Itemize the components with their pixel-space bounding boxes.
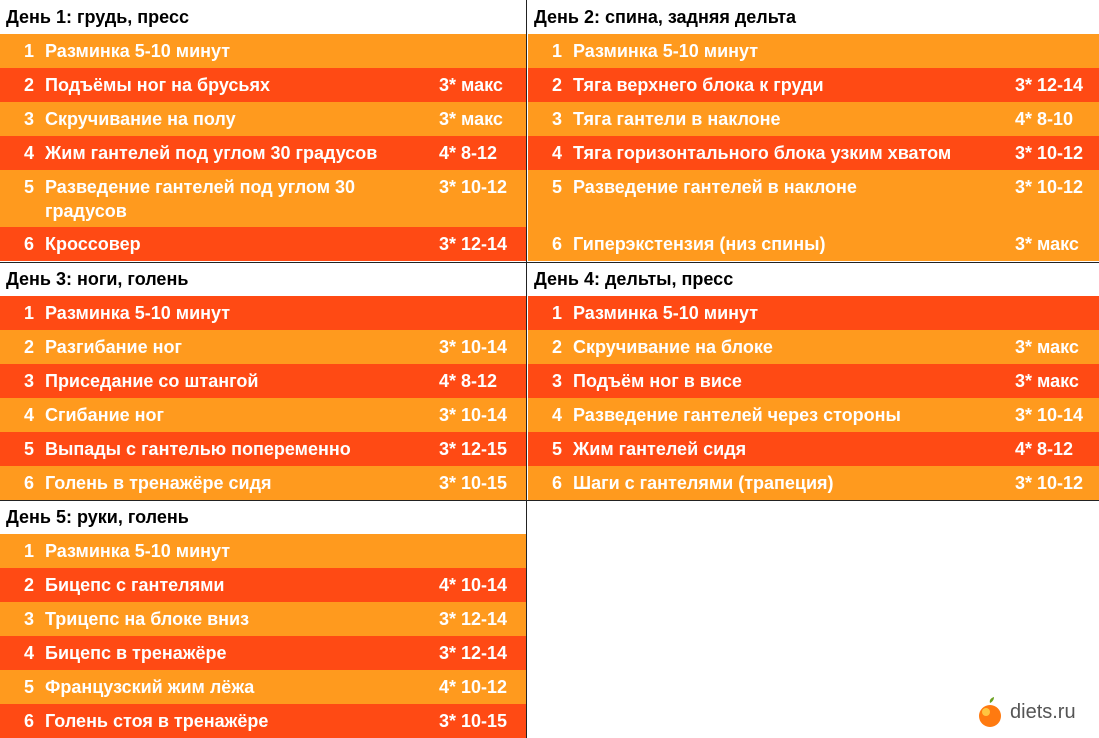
exercise-number: 3	[552, 109, 563, 129]
exercise-sets: 3* 10-12	[1015, 143, 1084, 163]
exercise-sets: 3* 10-14	[1015, 405, 1084, 425]
exercise-sets: 3* макс	[439, 109, 503, 129]
day-2-block	[528, 0, 1099, 261]
exercise-sets: 4* 10-14	[439, 575, 508, 595]
exercise-sets: 3* макс	[1015, 234, 1079, 254]
exercise-sets: 3* макс	[1015, 337, 1079, 357]
exercise-name: Разминка 5-10 минут	[45, 541, 231, 561]
exercise-sets: 3* 10-12	[439, 177, 508, 197]
exercise-number: 3	[24, 371, 35, 391]
exercise-row	[0, 398, 526, 432]
exercise-row	[528, 432, 1099, 466]
exercise-name: Тяга гантели в наклоне	[573, 109, 781, 129]
day-4-block	[528, 262, 1099, 500]
exercise-number: 5	[24, 177, 35, 197]
exercise-number: 2	[552, 337, 563, 357]
exercise-name: Выпады с гантелью попеременно	[45, 439, 351, 459]
exercise-name: Разминка 5-10 минут	[573, 303, 759, 323]
exercise-row	[528, 68, 1099, 102]
apple-icon	[976, 697, 1004, 729]
exercise-name: Приседание со штангой	[45, 371, 259, 391]
column-divider	[526, 0, 527, 500]
exercise-name: Сгибание ног	[45, 405, 165, 425]
exercise-row	[528, 364, 1099, 398]
exercise-row	[0, 534, 526, 568]
exercise-sets: 4* 8-10	[1015, 109, 1074, 129]
exercise-row	[0, 704, 526, 738]
exercise-name: Разминка 5-10 минут	[45, 41, 231, 61]
exercise-sets: 3* 12-14	[439, 643, 508, 663]
exercise-number: 1	[24, 41, 35, 61]
exercise-sets: 3* 12-14	[1015, 75, 1084, 95]
exercise-name: Жим гантелей под углом 30 градусов	[45, 143, 378, 163]
exercise-name: Тяга горизонтального блока узким хватом	[573, 143, 952, 163]
logo-text: diets.ru	[1010, 701, 1076, 723]
exercise-number: 6	[24, 473, 35, 493]
exercise-sets: 3* 10-15	[439, 711, 508, 731]
exercise-sets: 3* 10-12	[1015, 473, 1084, 493]
exercise-row	[528, 34, 1099, 68]
exercise-number: 1	[552, 41, 563, 61]
exercise-row	[528, 466, 1099, 500]
exercise-sets: 3* 12-15	[439, 439, 508, 459]
exercise-row	[528, 136, 1099, 170]
exercise-number: 3	[24, 609, 35, 629]
exercise-name: Разведение гантелей в наклоне	[573, 177, 857, 197]
exercise-name: Скручивание на полу	[45, 109, 236, 129]
exercise-sets: 4* 10-12	[439, 677, 508, 697]
exercise-number: 3	[552, 371, 563, 391]
exercise-number: 5	[552, 177, 563, 197]
exercise-sets: 4* 8-12	[439, 371, 498, 391]
exercise-number: 6	[552, 473, 563, 493]
exercise-number: 4	[24, 143, 35, 163]
exercise-row	[0, 466, 526, 500]
exercise-row	[0, 568, 526, 602]
exercise-row	[528, 102, 1099, 136]
exercise-name: Разведение гантелей под углом 30 градусов	[45, 177, 356, 221]
exercise-sets: 3* 12-14	[439, 234, 508, 254]
exercise-row	[528, 227, 1099, 261]
exercise-sets: 4* 8-12	[1015, 439, 1074, 459]
exercise-name: Голень стоя в тренажёре	[45, 711, 269, 731]
exercise-name: Французский жим лёжа	[45, 677, 255, 697]
exercise-number: 4	[552, 143, 563, 163]
day-title: День 3: ноги, голень	[6, 269, 189, 289]
exercise-name: Жим гантелей сидя	[573, 439, 747, 459]
exercise-row	[0, 102, 526, 136]
exercise-name: Бицепс с гантелями	[45, 575, 225, 595]
exercise-number: 4	[24, 643, 35, 663]
section-divider	[0, 262, 1099, 263]
exercise-name: Разминка 5-10 минут	[573, 41, 759, 61]
exercise-row	[0, 34, 526, 68]
exercise-row	[0, 330, 526, 364]
exercise-number: 6	[24, 234, 35, 254]
exercise-name: Кроссовер	[45, 234, 141, 254]
exercise-row	[0, 432, 526, 466]
day-title: День 5: руки, голень	[6, 507, 189, 527]
day-1-block	[0, 0, 526, 261]
exercise-sets: 3* 10-15	[439, 473, 508, 493]
exercise-name: Разгибание ног	[45, 337, 182, 357]
exercise-number: 2	[552, 75, 563, 95]
day-title: День 4: дельты, пресс	[534, 269, 734, 289]
exercise-number: 1	[24, 303, 35, 323]
exercise-number: 4	[552, 405, 563, 425]
exercise-row	[0, 68, 526, 102]
exercise-number: 2	[24, 75, 35, 95]
site-logo	[976, 697, 1076, 731]
exercise-row	[0, 670, 526, 704]
exercise-sets: 3* 10-12	[1015, 177, 1084, 197]
exercise-name: Бицепс в тренажёре	[45, 643, 227, 663]
exercise-row	[0, 296, 526, 330]
exercise-name: Разминка 5-10 минут	[45, 303, 231, 323]
exercise-sets: 3* 10-14	[439, 337, 508, 357]
exercise-number: 2	[24, 337, 35, 357]
exercise-sets: 3* 12-14	[439, 609, 508, 629]
exercise-name: Разведение гантелей через стороны	[573, 405, 901, 425]
exercise-row	[0, 636, 526, 670]
exercise-name: Тяга верхнего блока к груди	[573, 75, 824, 95]
exercise-number: 1	[24, 541, 35, 561]
exercise-row	[528, 398, 1099, 432]
exercise-row	[528, 296, 1099, 330]
exercise-name: Голень в тренажёре сидя	[45, 473, 272, 493]
exercise-number: 2	[24, 575, 35, 595]
exercise-sets: 3* макс	[1015, 371, 1079, 391]
exercise-row	[528, 170, 1099, 227]
exercise-row	[0, 364, 526, 398]
exercise-name: Гиперэкстензия (низ спины)	[573, 234, 826, 254]
exercise-sets: 3* 10-14	[439, 405, 508, 425]
day-5-block	[0, 500, 526, 738]
exercise-name: Шаги с гантелями (трапеция)	[573, 473, 834, 493]
exercise-number: 5	[552, 439, 563, 459]
exercise-row	[528, 330, 1099, 364]
day-title: День 2: спина, задняя дельта	[534, 7, 797, 27]
exercise-number: 6	[552, 234, 563, 254]
exercise-number: 1	[552, 303, 563, 323]
exercise-number: 6	[24, 711, 35, 731]
exercise-row	[0, 602, 526, 636]
exercise-sets: 3* макс	[439, 75, 503, 95]
exercise-name: Подъём ног в висе	[573, 371, 742, 391]
column-divider	[526, 500, 527, 738]
day-3-block	[0, 262, 526, 500]
exercise-row	[0, 170, 526, 227]
exercise-name: Скручивание на блоке	[573, 337, 773, 357]
section-divider	[0, 500, 1099, 501]
exercise-row	[0, 136, 526, 170]
exercise-sets: 4* 8-12	[439, 143, 498, 163]
day-title: День 1: грудь, пресс	[6, 7, 189, 27]
exercise-number: 5	[24, 677, 35, 697]
exercise-number: 3	[24, 109, 35, 129]
exercise-number: 4	[24, 405, 35, 425]
exercise-number: 5	[24, 439, 35, 459]
exercise-name: Подъёмы ног на брусьях	[45, 75, 270, 95]
exercise-name: Трицепс на блоке вниз	[45, 609, 250, 629]
exercise-row	[0, 227, 526, 261]
